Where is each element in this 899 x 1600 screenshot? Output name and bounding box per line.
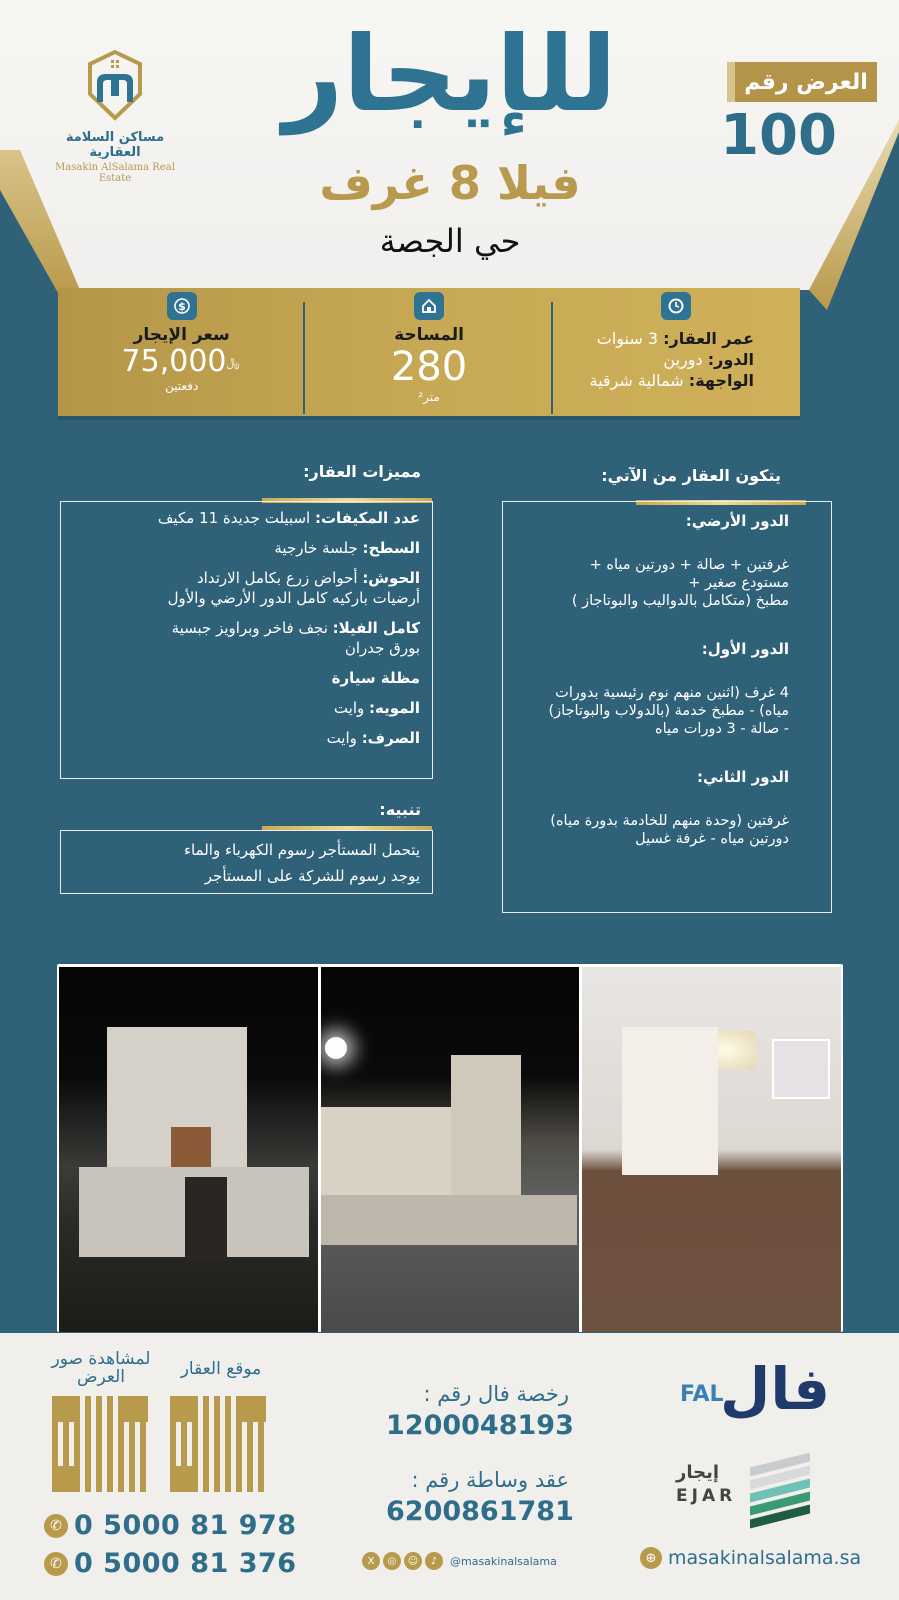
phone-1[interactable] [44, 1510, 297, 1541]
price-value: 75,000 [121, 343, 227, 379]
svg-text:$: $ [177, 300, 186, 313]
floor-line: - صالة - 3 دورات مياه [655, 721, 789, 737]
house-area-icon [414, 292, 444, 320]
brand-logo [40, 50, 190, 184]
district-name: حي الجصة [379, 222, 521, 260]
floor-line: مطبخ (متكامل بالدواليب والبوتاجاز ) [571, 593, 789, 609]
price-title: سعر الإيجار [133, 325, 230, 345]
floor-ground [503, 510, 789, 610]
fal-logo [680, 1355, 831, 1430]
riyal-currency-icon: ﷼ [226, 354, 240, 369]
street-light [325, 1037, 347, 1059]
feature-key: الحوش: [362, 569, 420, 587]
phone-number: 0 5000 81 376 [74, 1548, 297, 1579]
detail-key: عمر العقار: [663, 329, 754, 348]
area-unit: متر² [418, 389, 440, 404]
fal-logo-arabic: فال [720, 1355, 831, 1423]
notice-heading: تنبيه: [379, 800, 421, 819]
notice-box [60, 830, 433, 894]
x-icon[interactable]: X [362, 1552, 380, 1570]
building-shape [321, 1107, 471, 1195]
qr-location-label: موقع العقار [180, 1359, 262, 1379]
instagram-icon[interactable]: ◎ [383, 1552, 401, 1570]
phone-icon: ✆ [44, 1514, 68, 1538]
feature-value: أحواض زرع بكامل الارتداد [197, 569, 358, 587]
snapchat-icon[interactable]: ☺ [404, 1552, 422, 1570]
notice-line: يوجد رسوم للشركة على المستأجر [204, 867, 420, 885]
phone-number: 0 5000 81 978 [74, 1510, 297, 1541]
social-handle[interactable]: @masakinalsalama [450, 1554, 557, 1568]
feature-value: جلسة خارجية [274, 539, 358, 557]
qr-photos-label: لمشاهدة صور العرض [51, 1349, 151, 1387]
feature-key: كامل الفيلا: [332, 619, 420, 637]
ejar-logo-arabic: إيجار [676, 1462, 720, 1483]
fal-license-label: رخصة فال رقم : [423, 1382, 569, 1406]
detail-value: شمالية شرقية [589, 371, 684, 390]
ejar-logo [676, 1460, 816, 1524]
ejar-logo-english: EJAR [676, 1486, 737, 1506]
features-heading: مميزات العقار: [303, 462, 421, 481]
photo-interior-hall[interactable] [582, 967, 841, 1332]
composition-heading: يتكون العقار من الآتي: [601, 466, 781, 485]
detail-key: الدور: [707, 350, 754, 369]
area-value: 280 [390, 343, 468, 390]
detail-value: 3 سنوات [596, 329, 659, 348]
globe-icon: ⊕ [640, 1547, 662, 1569]
floor-line: 4 غرف (اثنين منهم نوم رئيسية بدورات [555, 685, 789, 701]
property-details-list [553, 328, 800, 391]
property-details-cell [553, 288, 800, 416]
info-band [58, 288, 800, 416]
photo-gallery [57, 964, 843, 1332]
notice-line: يتحمل المستأجر رسوم الكهرباء والماء [183, 841, 420, 859]
feature-key: مظلة سيارة [331, 669, 420, 687]
property-type-title: فيلا 8 غرف [319, 156, 581, 210]
payment-terms: دفعتين [165, 379, 199, 394]
logo-shield-icon [86, 50, 144, 122]
floor-description [503, 556, 789, 610]
floor-description [503, 812, 789, 848]
tiktok-icon[interactable]: ♪ [425, 1552, 443, 1570]
feature-value: اسبيلت جديدة 11 مكيف [157, 509, 311, 527]
feature-key: المويه: [369, 699, 420, 717]
feature-sewage [61, 728, 420, 748]
fal-license-number: 1200048193 [386, 1410, 574, 1441]
dollar-icon [167, 292, 197, 320]
website-link[interactable] [640, 1547, 861, 1569]
photo-villa-front[interactable] [59, 967, 318, 1332]
floor-line: غرفتين (وحدة منهم للخادمة بدورة مياه) [550, 813, 789, 829]
building-shape [185, 1177, 227, 1261]
floor-title: الدور الثاني: [697, 768, 789, 786]
phone-2[interactable] [44, 1548, 297, 1579]
feature-key: الصرف: [361, 729, 420, 747]
wall-panel [772, 1039, 830, 1099]
feature-value: نجف فاخر وبراويز جبسية [171, 619, 328, 637]
phone-icon: ✆ [44, 1552, 68, 1576]
floor-title: الدور الأول: [701, 640, 789, 658]
detail-key: الواجهة: [688, 371, 754, 390]
feature-key: السطح: [362, 539, 420, 557]
feature-roof [61, 538, 420, 558]
photo-villa-corner[interactable] [321, 967, 580, 1332]
curtains [622, 1027, 718, 1175]
building-shape [451, 1055, 521, 1195]
building-shape [321, 1195, 577, 1245]
qr-code-location[interactable] [170, 1396, 266, 1492]
detail-row-floors [553, 349, 754, 370]
floor-description [503, 684, 789, 738]
brokerage-label: عقد وساطة رقم : [411, 1468, 569, 1492]
floor-second [503, 766, 789, 848]
brand-name-arabic: مساكن السلامة العقارية [65, 130, 165, 160]
social-links [362, 1552, 557, 1570]
feature-value: وايت [326, 729, 357, 747]
feature-car-shade [61, 668, 420, 688]
clock-age-icon [661, 292, 691, 320]
floor-line: غرفتين + صالة + دورتين مياه + [589, 557, 789, 573]
price-value-row [121, 343, 242, 379]
price-cell [58, 288, 305, 416]
detail-value: دورين [663, 350, 703, 369]
feature-key: عدد المكيفات: [314, 509, 420, 527]
detail-row-age [553, 328, 754, 349]
qr-code-photos[interactable] [52, 1396, 148, 1492]
composition-box [502, 501, 832, 913]
floor-line: دورتين مياه - غرفة غسيل [635, 831, 789, 847]
fal-logo-english: FAL [680, 1382, 724, 1407]
area-title: المساحة [394, 325, 464, 345]
detail-row-facade [553, 370, 754, 391]
features-box [60, 501, 433, 779]
floor-line: مستودع صغير + [688, 575, 789, 591]
area-cell [305, 288, 552, 416]
floor-line: مياه) - مطبخ خدمة (بالدولاب والبوتاجاز) [548, 703, 789, 719]
website-url: masakinalsalama.sa [668, 1547, 862, 1569]
feature-yard [61, 568, 420, 608]
brand-name-english: Masakin AlSalama Real Estate [55, 162, 175, 184]
floor-title: الدور الأرضي: [685, 512, 789, 530]
floor-first [503, 638, 789, 738]
feature-extra: أرضيات باركيه كامل الدور الأرضي والأول [167, 589, 420, 607]
feature-extra: بورق جدران [344, 639, 420, 657]
feature-villa [61, 618, 420, 658]
feature-ac [61, 508, 420, 528]
feature-water [61, 698, 420, 718]
feature-value: وايت [333, 699, 365, 717]
brokerage-number: 6200861781 [386, 1496, 574, 1527]
offer-number: 100 [720, 103, 837, 168]
page-title: للإيجار [283, 13, 617, 135]
offer-number-label: العرض رقم [727, 62, 877, 102]
